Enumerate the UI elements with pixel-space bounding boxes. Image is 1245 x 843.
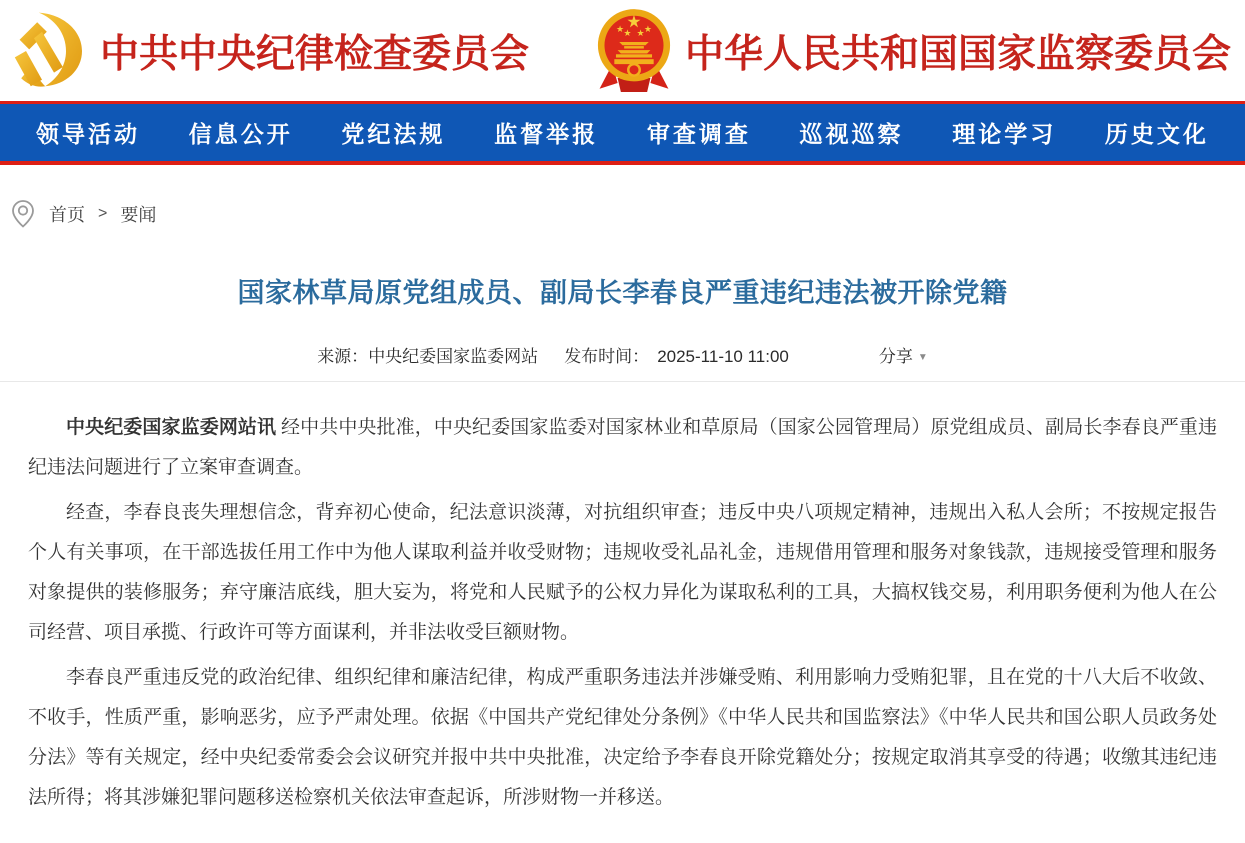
nav-item-investigation[interactable]: 审查调查 (646, 121, 751, 147)
article-meta (0, 342, 1245, 382)
party-emblem-icon (10, 8, 90, 94)
caret-down-icon: ▼ (917, 352, 928, 363)
site-header (0, 0, 1245, 101)
breadcrumb-current-link[interactable]: 要闻 (120, 205, 157, 225)
source-label: 来源： (317, 347, 369, 366)
publish-time-value: 2025-11-10 11:00 (657, 347, 789, 366)
article-body (0, 382, 1245, 843)
nav-item-history[interactable]: 历史文化 (1104, 121, 1209, 147)
article-source (317, 342, 538, 367)
article-publish-time (564, 342, 789, 367)
nsc-brand-link[interactable] (593, 7, 1231, 95)
nav-item-information[interactable]: 信息公开 (188, 121, 293, 147)
paragraph-text: 经中共中央批准，中央纪委国家监委对国家林业和草原局（国家公园管理局）原党组成员、副局长李春良严重违纪违法问题进行了立案审查调查。 (28, 417, 1217, 478)
paragraph-text: 李春良严重违反党的政治纪律、组织纪律和廉洁纪律，构成严重职务违法并涉嫌受贿、利用影响力受贿犯罪，且在党的十八大后不收敛、不收手，性质严重，影响恶劣，应予严肃处理。依据《中国共产党纪律处分条例》《中华人民共和国监察法》《中华人民共和国公职人员政务处分法》等有关规定，经中央纪委常委会会议研究并报中共中央批准，决定给予李春良开除党籍处分；按规定取消其享受的待遇；收缴其违纪违法所得；将其涉嫌犯罪问题移送检察机关依法审查起诉，所涉财物一并移送。 (28, 667, 1217, 808)
nav-item-regulations[interactable]: 党纪法规 (341, 121, 446, 147)
nav-item-leadership[interactable]: 领导活动 (36, 121, 140, 147)
breadcrumb-separator: > (98, 205, 108, 222)
svg-text:★: ★ (623, 27, 632, 37)
nav-item-report[interactable]: 监督举报 (494, 121, 599, 147)
location-pin-icon (10, 199, 36, 229)
svg-text:★: ★ (616, 23, 624, 33)
article-title: 国家林草局原党组成员、副局长李春良严重违纪违法被开除党籍 (237, 278, 1008, 308)
nav-item-inspection[interactable]: 巡视巡察 (799, 121, 904, 147)
article-paragraph-3 (28, 658, 1217, 818)
article-paragraph-2 (28, 493, 1217, 653)
article-paragraph-1 (28, 408, 1217, 488)
article-main (0, 271, 1245, 843)
source-value: 中央纪委国家监委网站 (368, 347, 539, 366)
svg-text:★: ★ (644, 23, 652, 33)
svg-text:★: ★ (636, 27, 645, 37)
breadcrumb (10, 199, 1245, 229)
share-label: 分享 (878, 347, 913, 366)
nsc-title: 中华人民共和国国家监察委员会 (685, 32, 1232, 76)
nav-item-theory[interactable]: 理论学习 (952, 121, 1057, 147)
paragraph-text: 经查，李春良丧失理想信念，背弃初心使命，纪法意识淡薄，对抗组织审查；违反中央八项规定精神，违规出入私人会所；不按规定报告个人有关事项，在干部选拔任用工作中为他人谋取利益并收受财物；违规收受礼品礼金，违规借用管理和服务对象钱款，违规接受管理和服务对象提供的装修服务；弃守廉洁底线，胆大妄为，将党和人民赋予的公权力异化为谋取私利的工具，大搞权钱交易，利用职务便利为他人在公司经营、项目承揽、行政许可等方面谋利，并非法收受巨额财物。 (28, 502, 1217, 643)
share-button[interactable] (879, 342, 928, 367)
paragraph-lead: 中央纪委国家监委网站讯 (66, 417, 277, 438)
ccdi-title: 中共中央纪律检查委员会 (100, 32, 530, 76)
publish-time-label: 发布时间： (564, 347, 650, 366)
main-nav (0, 101, 1245, 165)
svg-text:★: ★ (627, 12, 641, 29)
ccdi-brand-link[interactable] (10, 8, 529, 94)
national-emblem-icon (593, 7, 675, 95)
breadcrumb-home-link[interactable]: 首页 (49, 205, 85, 225)
